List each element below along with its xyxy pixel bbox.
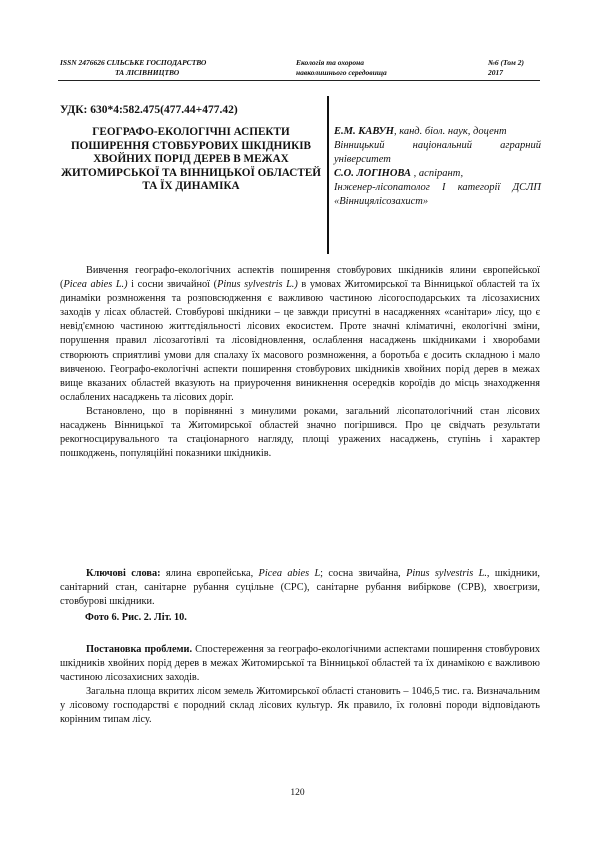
author-1-degree: , канд. біол. наук, доцент (393, 126, 507, 137)
abstract-paragraph-2: Встановлено, що в порівнянні з минулими роками, загальний лісопатологічний стан лісових насаджень Вінницької та Житомирської областей значно погіршився. Про це свідчать результати рекогносцирувального та стаціонарного нагляду, площі уражених насаджень, ступінь і характер пошкоджень, популяційні показники шкідників. (60, 405, 540, 460)
species-name: Picea abies L.) (63, 279, 128, 291)
section-line1: Екологія та охорона (296, 58, 365, 67)
journal-issn: ISSN 2476626 СІЛЬСЬКЕ ГОСПОДАРСТВО (60, 58, 207, 67)
section-heading: Постановка проблеми. (86, 644, 193, 655)
author-2-position: Інженер-лісопатолог І категорії ДСЛП «Вінницялісозахист» (334, 182, 541, 207)
issue-number: №6 (Том 2) (488, 58, 525, 67)
keywords-label: Ключові слова: (86, 568, 161, 579)
intro-paragraph-1: Постановка проблеми. Спостереження за географо-екологічними аспектами поширення стовбурових шкідників хвойних порід дерев в межах Житомирської та Вінницької областей та їх динамікою є важливою частиною лісозахисних заходів. (60, 644, 540, 684)
abstract (60, 264, 540, 461)
abstract-paragraph-1: Вивчення географо-екологічних аспектів поширення стовбурових шкідників ялини європейської (Picea abies L.) і сосни звичайної (Pinus sylvestris L.) в умовах Житомирської та Вінницької областей та їх динаміки розмноження та розповсюдження є важливою частиною лісогосподарських та лісозахисних заходів у лісах областей. Стовбурові шкідники – це завжди присутні в насадженнях «санітари» лісу, що є невід'ємною частиною життєдіяльності лісових екосистем. Проте значні кліматичні, екологічні зміни, порушення правил лісозаготівлі та лісовідновлення, ослаблення насаджень шкідниками і хворобами створюють сприятливі умови для спалаху їх масового розмноження, а боротьба є досить складною і мало вивченою. Географо-екологічні аспекти поширення стовбурових шкідників хвойних порід дерев в межах вище вказаних областей вказують на приурочення виникнення осередків короїдів до місць знаходження ослаблених насаджень та лісових доріг. (60, 265, 540, 403)
author-2-degree: , аспірант, (411, 168, 464, 179)
author-1-affiliation: Вінницький національний аграрний університет (334, 140, 541, 165)
article-title: ГЕОГРАФО-ЕКОЛОГІЧНІ АСПЕКТИ ПОШИРЕННЯ СТОВБУРОВИХ ШКІДНИКІВ ХВОЙНИХ ПОРІД ДЕРЕВ В МЕЖАХ ЖИТОМИРСЬКОЇ ТА ВІННИЦЬКОЇ ОБЛАСТЕЙ ТА ЇХ ДИНАМІКА (60, 126, 322, 193)
author-block (334, 125, 541, 209)
issue-year: 2017 (488, 67, 503, 77)
vertical-divider (327, 96, 329, 254)
author-2-name: С.О. ЛОГІНОВА (334, 168, 412, 179)
section-line2: навколишнього середовища (296, 67, 387, 77)
journal-section (296, 58, 446, 77)
species-name: Pinus sylvestris L.) (217, 279, 298, 291)
figures-count: Фото 6. Рис. 2. Літ. 10. (85, 612, 187, 623)
journal-header-left (60, 58, 260, 77)
header-divider (58, 80, 540, 81)
journal-name-line2: ТА ЛІСІВНИЦТВО (115, 67, 180, 77)
udk-code: УДК: 630*4:582.475(477.44+477.42) (60, 104, 238, 116)
author-1-name: Е.М. КАВУН (334, 126, 394, 137)
intro-paragraph-2: Загальна площа вкритих лісом земель Житомирської області становить – 1046,5 тис. га. Визначальним у лісовому господарстві є породний склад лісових культур. Як правило, їх головні породи відповідають корінним типам лісу. (60, 686, 540, 726)
keywords: Ключові слова: ялина європейська, Picea abies L; сосна звичайна, Pinus sylvestris L., шкідники, санітарний стан, санітарне рубання суцільне (СРС), санітарне рубання вибіркове (СРВ), хвоєгризи, стовбурові шкідники. (60, 568, 540, 608)
journal-issue (488, 58, 548, 77)
page-number: 120 (290, 788, 305, 798)
introduction (60, 643, 540, 728)
